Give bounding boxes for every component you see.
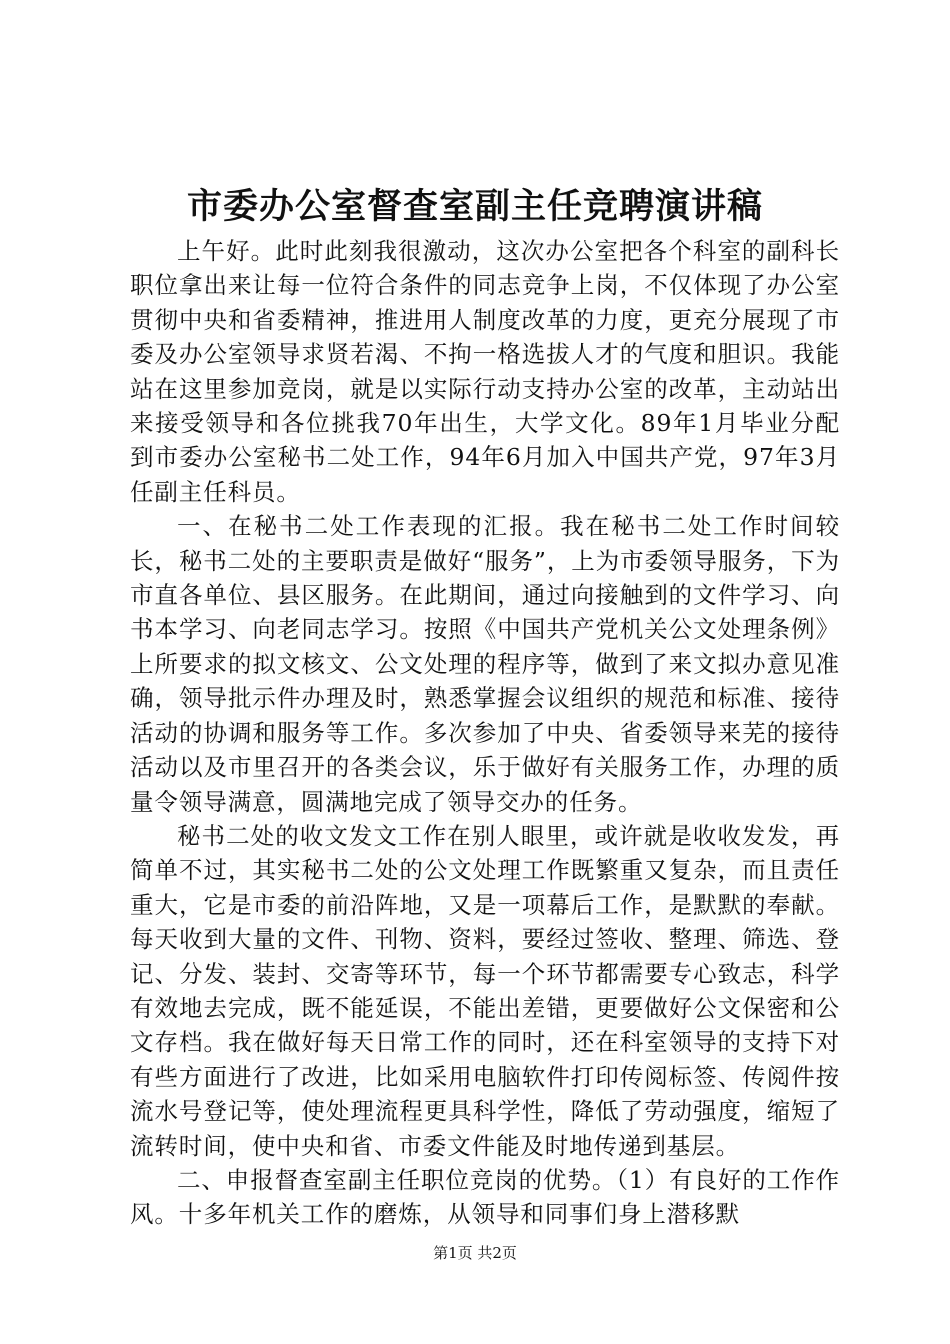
page-number-footer: 第1页 共2页 xyxy=(433,1244,517,1262)
document-body xyxy=(130,234,840,1232)
paragraph-greeting: 上午好。此时此刻我很激动，这次办公室把各个科室的副科长职位拿出来让每一位符合条件的同志竞争上岗，不仅体现了办公室贯彻中央和省委精神，推进用人制度改革的力度，更充分展现了市委及办公室领导求贤若渴、不拘一格选拔人才的气度和胆识。我能站在这里参加竞岗，就是以实际行动支持办公室的改革，主动站出来接受领导和各位挑我70年出生，大学文化。89年1月毕业分配到市委办公室秘书二处工作，94年6月加入中国共产党，97年3月任副主任科员。 xyxy=(130,237,840,506)
document-title: 市委办公室督查室副主任竞聘演讲稿 xyxy=(186,186,763,227)
paragraph-work-report: 一、在秘书二处工作表现的汇报。我在秘书二处工作时间较长，秘书二处的主要职责是做好“服务”，上为市委领导服务，下为市直各单位、县区服务。在此期间，通过向接触到的文件学习、向书本学习、向老同志学习。按照《中国共产党机关公文处理条例》上所要求的拟文核文、公文处理的程序等，做到了来文拟办意见准确，领导批示件办理及时，熟悉掌握会议组织的规范和标准、接待活动的协调和服务等工作。多次参加了中央、省委领导来芜的接待活动以及市里召开的各类会议，乐于做好有关服务工作，办理的质量令领导满意，圆满地完成了领导交办的任务。 xyxy=(130,512,840,816)
paragraph-advantages: 二、申报督查室副主任职位竞岗的优势。（1）有良好的工作作风。十多年机关工作的磨炼，从领导和同事们身上潜移默 xyxy=(130,1165,840,1229)
paragraph-document-handling: 秘书二处的收文发文工作在别人眼里，或许就是收收发发，再简单不过，其实秘书二处的公文处理工作既繁重又复杂，而且责任重大，它是市委的前沿阵地，又是一项幕后工作，是默默的奉献。每天收到大量的文件、刊物、资料，要经过签收、整理、筛选、登记、分发、装封、交寄等环节，每一个环节都需要专心致志，科学有效地去完成，既不能延误，不能出差错，更要做好公文保密和公文存档。我在做好每天日常工作的同时，还在科室领导的支持下对有些方面进行了改进，比如采用电脑软件打印传阅标签、传阅件按流水号登记等，使处理流程更具科学性，降低了劳动强度，缩短了流转时间，使中央和省、市委文件能及时地传递到基层。 xyxy=(130,821,840,1160)
